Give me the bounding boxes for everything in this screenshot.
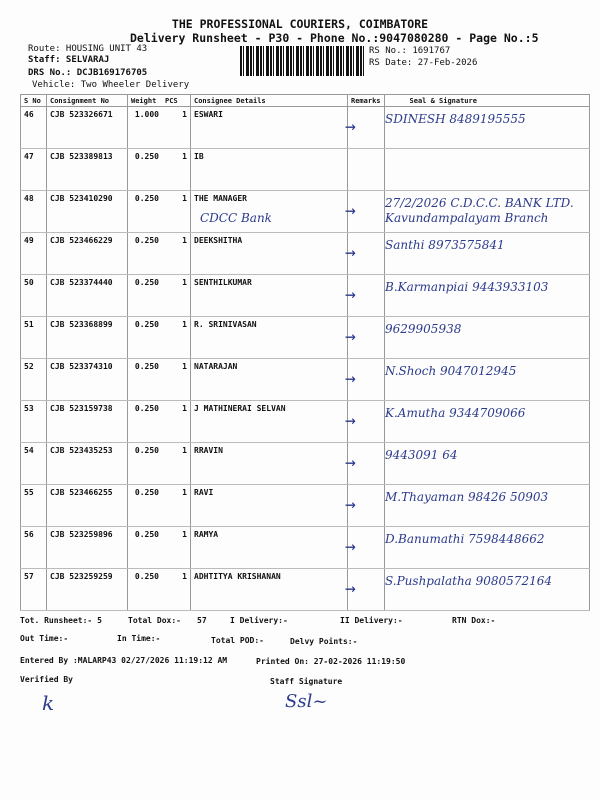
sno-cell: 57 bbox=[21, 569, 47, 611]
handwritten-signature: 9629905938 bbox=[385, 322, 462, 336]
drs-no: DRS No.: DCJB169176705 bbox=[28, 68, 148, 78]
sno-cell: 54 bbox=[21, 443, 47, 485]
ii-delivery: II Delivery:- bbox=[340, 616, 403, 625]
handwritten-signature: N.Shoch 9047012945 bbox=[385, 364, 517, 378]
consignee-cell: SENTHILKUMAR bbox=[191, 275, 348, 317]
weight-cell: 0.250 bbox=[128, 317, 163, 359]
weight-cell: 0.250 bbox=[128, 485, 163, 527]
weight-cell: 0.250 bbox=[128, 233, 163, 275]
pcs-cell: 1 bbox=[162, 107, 191, 149]
staff-signature-label: Staff Signature bbox=[270, 677, 343, 686]
consignment-cell: CJB 523374440 bbox=[47, 275, 128, 317]
col-weight: Weight bbox=[128, 95, 163, 107]
consignee-cell: NATARAJAN bbox=[191, 359, 348, 401]
consignee-cell: RRAVIN bbox=[191, 443, 348, 485]
consignment-cell: CJB 523368899 bbox=[47, 317, 128, 359]
pcs-cell: 1 bbox=[162, 191, 191, 233]
handwritten-signature: B.Karmanpiai 9443933103 bbox=[385, 280, 549, 294]
consignment-cell: CJB 523435253 bbox=[47, 443, 128, 485]
consignment-cell: CJB 523259259 bbox=[47, 569, 128, 611]
weight-cell: 0.250 bbox=[128, 275, 163, 317]
arrow-mark-icon: → bbox=[345, 578, 356, 599]
entered-by: Entered By :MALARP43 02/27/2026 11:19:12 AM bbox=[20, 656, 228, 665]
consignment-cell: CJB 523374310 bbox=[47, 359, 128, 401]
sno-cell: 46 bbox=[21, 107, 47, 149]
consignee-cell: R. SRINIVASAN bbox=[191, 317, 348, 359]
total-dox: Total Dox:- bbox=[128, 616, 181, 625]
weight-cell: 0.250 bbox=[128, 443, 163, 485]
handwritten-signature: 9443091 64 bbox=[385, 448, 458, 462]
pcs-cell: 1 bbox=[162, 233, 191, 275]
consignment-cell: CJB 523389813 bbox=[47, 149, 128, 191]
printed-on: Printed On: 27-02-2026 11:19:50 bbox=[256, 657, 406, 666]
arrow-mark-icon: → bbox=[345, 284, 356, 305]
consignment-cell: CJB 523410290 bbox=[47, 191, 128, 233]
weight-cell: 1.000 bbox=[128, 107, 163, 149]
arrow-mark-icon: → bbox=[345, 326, 356, 347]
weight-cell: 0.250 bbox=[128, 149, 163, 191]
weight-cell: 0.250 bbox=[128, 191, 163, 233]
sno-cell: 53 bbox=[21, 401, 47, 443]
consignee-cell: RAMYA bbox=[191, 527, 348, 569]
sno-cell: 47 bbox=[21, 149, 47, 191]
pcs-cell: 1 bbox=[162, 527, 191, 569]
handwritten-signature: 27/2/2026 C.D.C.C. BANK LTD. Kavundampalayam Branch bbox=[385, 196, 574, 225]
handwritten-signature: K.Amutha 9344709066 bbox=[385, 406, 526, 420]
handwritten-signature: SDINESH 8489195555 bbox=[385, 112, 526, 126]
staff: Staff: SELVARAJ bbox=[28, 55, 110, 65]
sno-cell: 49 bbox=[21, 233, 47, 275]
pcs-cell: 1 bbox=[162, 401, 191, 443]
i-delivery: I Delivery:- bbox=[230, 616, 288, 625]
consignment-cell: CJB 523259896 bbox=[47, 527, 128, 569]
pcs-cell: 1 bbox=[162, 485, 191, 527]
sno-cell: 50 bbox=[21, 275, 47, 317]
pcs-cell: 1 bbox=[162, 317, 191, 359]
seal-cell bbox=[384, 149, 589, 191]
table-row bbox=[21, 149, 590, 191]
arrow-mark-icon: → bbox=[345, 116, 356, 137]
sno-cell: 51 bbox=[21, 317, 47, 359]
out-time: Out Time:- bbox=[20, 634, 69, 643]
col-remarks: Remarks bbox=[348, 95, 385, 107]
total-dox-value: 57 bbox=[197, 616, 207, 625]
remarks-cell bbox=[348, 149, 385, 191]
col-consignee: Consignee Details bbox=[191, 95, 348, 107]
arrow-mark-icon: → bbox=[345, 410, 356, 431]
tot-runsheet: Tot. Runsheet:- 5 bbox=[20, 616, 102, 625]
sno-cell: 56 bbox=[21, 527, 47, 569]
arrow-mark-icon: → bbox=[345, 242, 356, 263]
runsheet-subtitle: Delivery Runsheet - P30 - Phone No.:9047080280 - Page No.:5 bbox=[130, 31, 539, 45]
consignment-cell: CJB 523466255 bbox=[47, 485, 128, 527]
arrow-mark-icon: → bbox=[345, 200, 356, 221]
consignee-cell: ADHTITYA KRISHANAN bbox=[191, 569, 348, 611]
consignment-cell: CJB 523159738 bbox=[47, 401, 128, 443]
consignee-cell: ESWARI bbox=[191, 107, 348, 149]
total-pod: Total POD:- bbox=[211, 636, 264, 645]
sno-cell: 52 bbox=[21, 359, 47, 401]
arrow-mark-icon: → bbox=[345, 536, 356, 557]
rs-date: RS Date: 27-Feb-2026 bbox=[369, 58, 478, 68]
col-sno: S No bbox=[21, 95, 47, 107]
pcs-cell: 1 bbox=[162, 443, 191, 485]
pcs-cell: 1 bbox=[162, 275, 191, 317]
route: Route: HOUSING UNIT 43 bbox=[28, 44, 148, 54]
handwritten-signature: S.Pushpalatha 9080572164 bbox=[385, 574, 552, 588]
rtn-dox: RTN Dox:- bbox=[452, 616, 496, 625]
col-consignment: Consignment No bbox=[47, 95, 128, 107]
pcs-cell: 1 bbox=[162, 569, 191, 611]
company-title: THE PROFESSIONAL COURIERS, COIMBATORE bbox=[171, 17, 429, 31]
sno-cell: 55 bbox=[21, 485, 47, 527]
sno-cell: 48 bbox=[21, 191, 47, 233]
consignee-cell: J MATHINERAI SELVAN bbox=[191, 401, 348, 443]
weight-cell: 0.250 bbox=[128, 527, 163, 569]
staff-signature: Ssl~ bbox=[285, 691, 328, 712]
pcs-cell: 1 bbox=[162, 359, 191, 401]
consignee-cell: RAVI bbox=[191, 485, 348, 527]
weight-cell: 0.250 bbox=[128, 569, 163, 611]
arrow-mark-icon: → bbox=[345, 494, 356, 515]
vehicle: Vehicle: Two Wheeler Delivery bbox=[32, 80, 190, 90]
pcs-cell: 1 bbox=[162, 149, 191, 191]
arrow-mark-icon: → bbox=[345, 368, 356, 389]
handwritten-signature: D.Banumathi 7598448662 bbox=[385, 532, 545, 546]
weight-cell: 0.250 bbox=[128, 359, 163, 401]
col-seal: Seal & Signature bbox=[384, 95, 589, 107]
consignee-cell: THE MANAGER bbox=[191, 191, 348, 233]
verified-by: Verified By bbox=[20, 675, 73, 684]
weight-cell: 0.250 bbox=[128, 401, 163, 443]
delvy-points: Delvy Points:- bbox=[290, 637, 358, 646]
consignee-cell: IB bbox=[191, 149, 348, 191]
col-pcs: PCS bbox=[162, 95, 191, 107]
verifier-signature: k bbox=[42, 691, 55, 715]
handwritten-note: CDCC Bank bbox=[200, 211, 272, 225]
consignee-cell: DEEKSHITHA bbox=[191, 233, 348, 275]
consignment-cell: CJB 523466229 bbox=[47, 233, 128, 275]
arrow-mark-icon: → bbox=[345, 452, 356, 473]
barcode bbox=[240, 46, 365, 76]
rs-no: RS No.: 1691767 bbox=[369, 46, 451, 56]
consignment-cell: CJB 523326671 bbox=[47, 107, 128, 149]
in-time: In Time:- bbox=[117, 634, 161, 643]
handwritten-signature: M.Thayaman 98426 50903 bbox=[385, 490, 549, 504]
handwritten-signature: Santhi 8973575841 bbox=[385, 238, 505, 252]
